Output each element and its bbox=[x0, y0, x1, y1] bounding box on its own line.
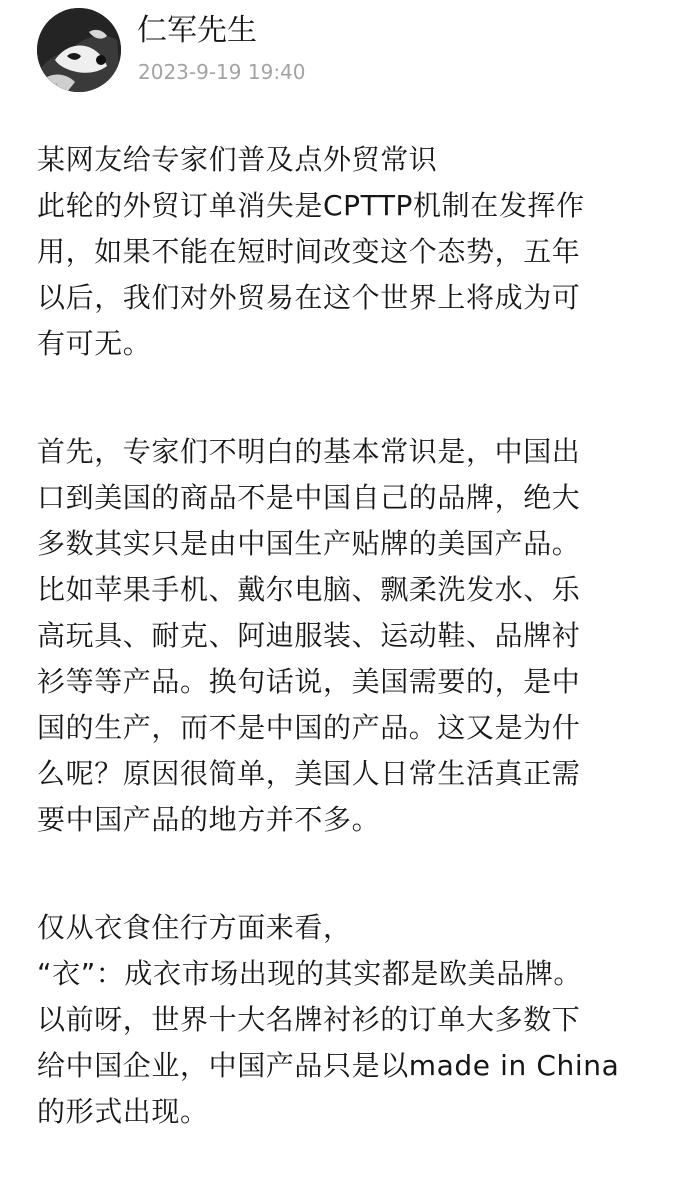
text-line: 多数其实只是由中国生产贴牌的美国产品。 bbox=[37, 527, 581, 560]
text-line: 衫等等产品。换句话说，美国需要的，是中 bbox=[37, 665, 581, 698]
paragraph bbox=[37, 429, 652, 843]
text-line: 比如苹果手机、戴尔电脑、飘柔洗发水、乐 bbox=[37, 573, 581, 606]
text-line: 么呢？原因很简单，美国人日常生活真正需 bbox=[37, 757, 581, 790]
text-line: 仅从衣食住行方面来看， bbox=[37, 911, 352, 944]
paragraph bbox=[37, 905, 652, 1135]
text-line: 高玩具、耐克、阿迪服装、运动鞋、品牌衬 bbox=[37, 619, 581, 652]
text-line: 以后，我们对外贸易在这个世界上将成为可 bbox=[37, 281, 581, 314]
text-line: 此轮的外贸订单消失是CPTTP机制在发挥作 bbox=[37, 189, 585, 222]
post-header bbox=[0, 0, 677, 120]
text-line: 口到美国的商品不是中国自己的品牌，绝大 bbox=[37, 481, 581, 514]
text-line: 给中国企业，中国产品只是以made in China bbox=[37, 1049, 620, 1082]
post-content bbox=[37, 137, 652, 1135]
text-line: 的形式出现。 bbox=[37, 1095, 209, 1128]
user-avatar-icon bbox=[37, 8, 121, 92]
text-line: 有可无。 bbox=[37, 327, 152, 360]
text-line: 某网友给专家们普及点外贸常识 bbox=[37, 143, 438, 176]
avatar[interactable] bbox=[37, 8, 121, 92]
svg-text:JUN: JUN bbox=[45, 82, 58, 90]
paragraph-spacer bbox=[37, 843, 652, 905]
text-line: 要中国产品的地方并不多。 bbox=[37, 803, 381, 836]
text-line: 国的生产，而不是中国的产品。这又是为什 bbox=[37, 711, 581, 744]
text-line: “衣”：成衣市场出现的其实都是欧美品牌。 bbox=[37, 957, 583, 990]
paragraph bbox=[37, 137, 652, 367]
text-line: 首先，专家们不明白的基本常识是，中国出 bbox=[37, 435, 581, 468]
text-line: 以前呀，世界十大名牌衬衫的订单大多数下 bbox=[37, 1003, 581, 1036]
post-timestamp: 2023-9-19 19:40 bbox=[138, 60, 306, 84]
text-line: 用，如果不能在短时间改变这个态势，五年 bbox=[37, 235, 581, 268]
paragraph-spacer bbox=[37, 367, 652, 429]
author-name[interactable]: 仁军先生 bbox=[137, 13, 257, 48]
